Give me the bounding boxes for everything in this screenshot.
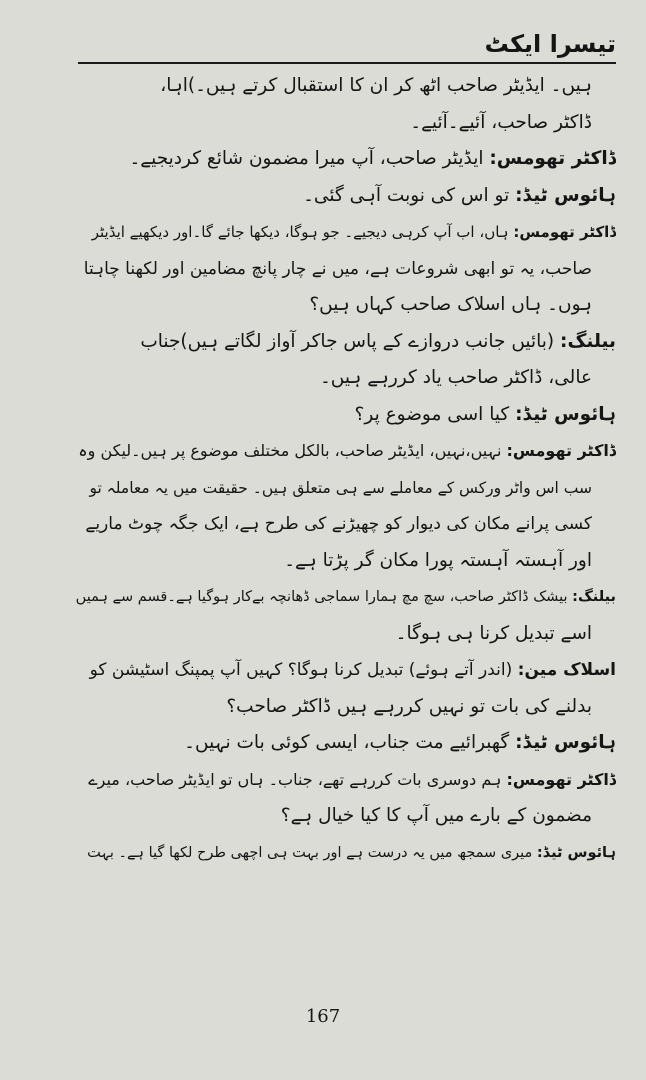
speaker-name: ہائوس ٹیڈ: bbox=[515, 403, 616, 425]
continuation-line bbox=[76, 616, 616, 653]
continuation-line bbox=[76, 68, 616, 105]
line-text: ایڈیٹر صاحب، آپ میرا مضمون شائع کردیجیے۔ bbox=[129, 148, 490, 169]
dialogue-line bbox=[76, 141, 616, 178]
line-text: میری سمجھ میں یہ درست ہے اور بہت ہی اچھی طرح لکھا گیا ہے۔ بہت bbox=[87, 844, 537, 861]
speaker-name: ڈاکٹر تھومس: bbox=[489, 148, 616, 169]
dialogue-line bbox=[76, 397, 616, 434]
line-text: (بائیں جانب دروازے کے پاس جاکر آواز لگاتے ہیں)جناب bbox=[140, 330, 561, 352]
line-text: مضمون کے بارے میں آپ کا کیا خیال ہے؟ bbox=[280, 805, 592, 826]
continuation-line bbox=[76, 105, 616, 142]
line-text: ڈاکٹر صاحب، آئیے۔آئیے۔ bbox=[410, 111, 592, 133]
continuation-line bbox=[76, 798, 616, 835]
line-text: کیا اسی موضوع پر؟ bbox=[354, 403, 516, 425]
line-text: سب اس واٹر ورکس کے معاملے سے ہی متعلق ہیں۔ حقیقت میں یہ معاملہ تو bbox=[89, 478, 592, 497]
line-text: بدلنے کی بات تو نہیں کررہے ہیں ڈاکٹر صاحب؟ bbox=[226, 695, 592, 717]
dialogue-line bbox=[76, 725, 616, 762]
continuation-line bbox=[76, 689, 616, 726]
line-text: ہوں۔ ہاں اسلاک صاحب کہاں ہیں؟ bbox=[309, 294, 592, 315]
line-text: ہاں، اب آپ کرہی دیجیے۔ جو ہوگا، دیکھا جائے گا۔اور دیکھیے ایڈیٹر bbox=[91, 223, 514, 241]
dialogue-line bbox=[76, 324, 616, 361]
continuation-line bbox=[76, 506, 616, 543]
dialogue-line bbox=[76, 762, 616, 799]
line-text: صاحب، یہ تو ابھی شروعات ہے، میں نے چار پانچ مضامین اور لکھنا چاہتا bbox=[83, 258, 592, 279]
page-number: 167 bbox=[305, 1006, 341, 1027]
speaker-name: ہائوس ٹیڈ: bbox=[536, 844, 616, 861]
speaker-name: ہائوس ٹیڈ: bbox=[515, 732, 616, 753]
speaker-name: بیلنگ: bbox=[560, 330, 616, 352]
line-text: ہم دوسری بات کررہے تھے، جناب۔ ہاں تو ایڈیٹر صاحب، میرے bbox=[88, 769, 507, 789]
line-text: تو اس کی نوبت آہی گئی۔ bbox=[303, 184, 516, 206]
dialogue-line bbox=[76, 214, 616, 251]
line-text: بیشک ڈاکٹر صاحب، سچ مچ ہمارا سماجی ڈھانچہ بےکار ہوگیا ہے۔قسم سے ہمیں bbox=[76, 589, 573, 605]
dialogue-line bbox=[76, 835, 616, 872]
continuation-line bbox=[76, 360, 616, 397]
line-text: کسی پرانے مکان کی دیوار کو چھیڑنے کی طرح ہے، ایک جگہ چوٹ ماریے bbox=[85, 514, 592, 534]
dialogue-line bbox=[76, 579, 616, 616]
speaker-name: ہائوس ٹیڈ: bbox=[515, 184, 616, 206]
speaker-name: ڈاکٹر تھومس: bbox=[506, 769, 616, 789]
chapter-title: تیسرا ایکٹ bbox=[484, 30, 616, 58]
line-text: (اندر آتے ہوئے) تبدیل کرنا ہوگا؟ کہیں آپ پمپنگ اسٹیشن کو bbox=[89, 660, 518, 680]
line-text: عالی، ڈاکٹر صاحب یاد کررہے ہیں۔ bbox=[319, 367, 592, 388]
line-text: ہیں۔ ایڈیٹر صاحب اٹھ کر ان کا استقبال کرتے ہیں۔)اہا، bbox=[160, 75, 592, 96]
dialogue-line bbox=[76, 433, 616, 470]
line-text: گھبرائیے مت جناب، ایسی کوئی بات نہیں۔ bbox=[184, 732, 516, 753]
speaker-name: ڈاکٹر تھومس: bbox=[513, 223, 616, 241]
running-header bbox=[78, 28, 616, 64]
line-text: اور آہستہ آہستہ پورا مکان گر پڑتا ہے۔ bbox=[284, 549, 592, 571]
continuation-line bbox=[76, 543, 616, 580]
speaker-name: ڈاکٹر تھومس: bbox=[506, 441, 616, 460]
continuation-line bbox=[76, 470, 616, 507]
continuation-line bbox=[76, 287, 616, 324]
dialogue-line bbox=[76, 178, 616, 215]
play-text bbox=[76, 68, 616, 871]
line-text: نہیں،نہیں، ایڈیٹر صاحب، بالکل مختلف موضوع پر ہیں۔لیکن وہ bbox=[78, 441, 507, 460]
speaker-name: بیلنگ: bbox=[572, 589, 616, 605]
line-text: اسے تبدیل کرنا ہی ہوگا۔ bbox=[395, 622, 592, 644]
speaker-name: اسلاک مین: bbox=[517, 660, 616, 680]
continuation-line bbox=[76, 251, 616, 288]
dialogue-line bbox=[76, 652, 616, 689]
